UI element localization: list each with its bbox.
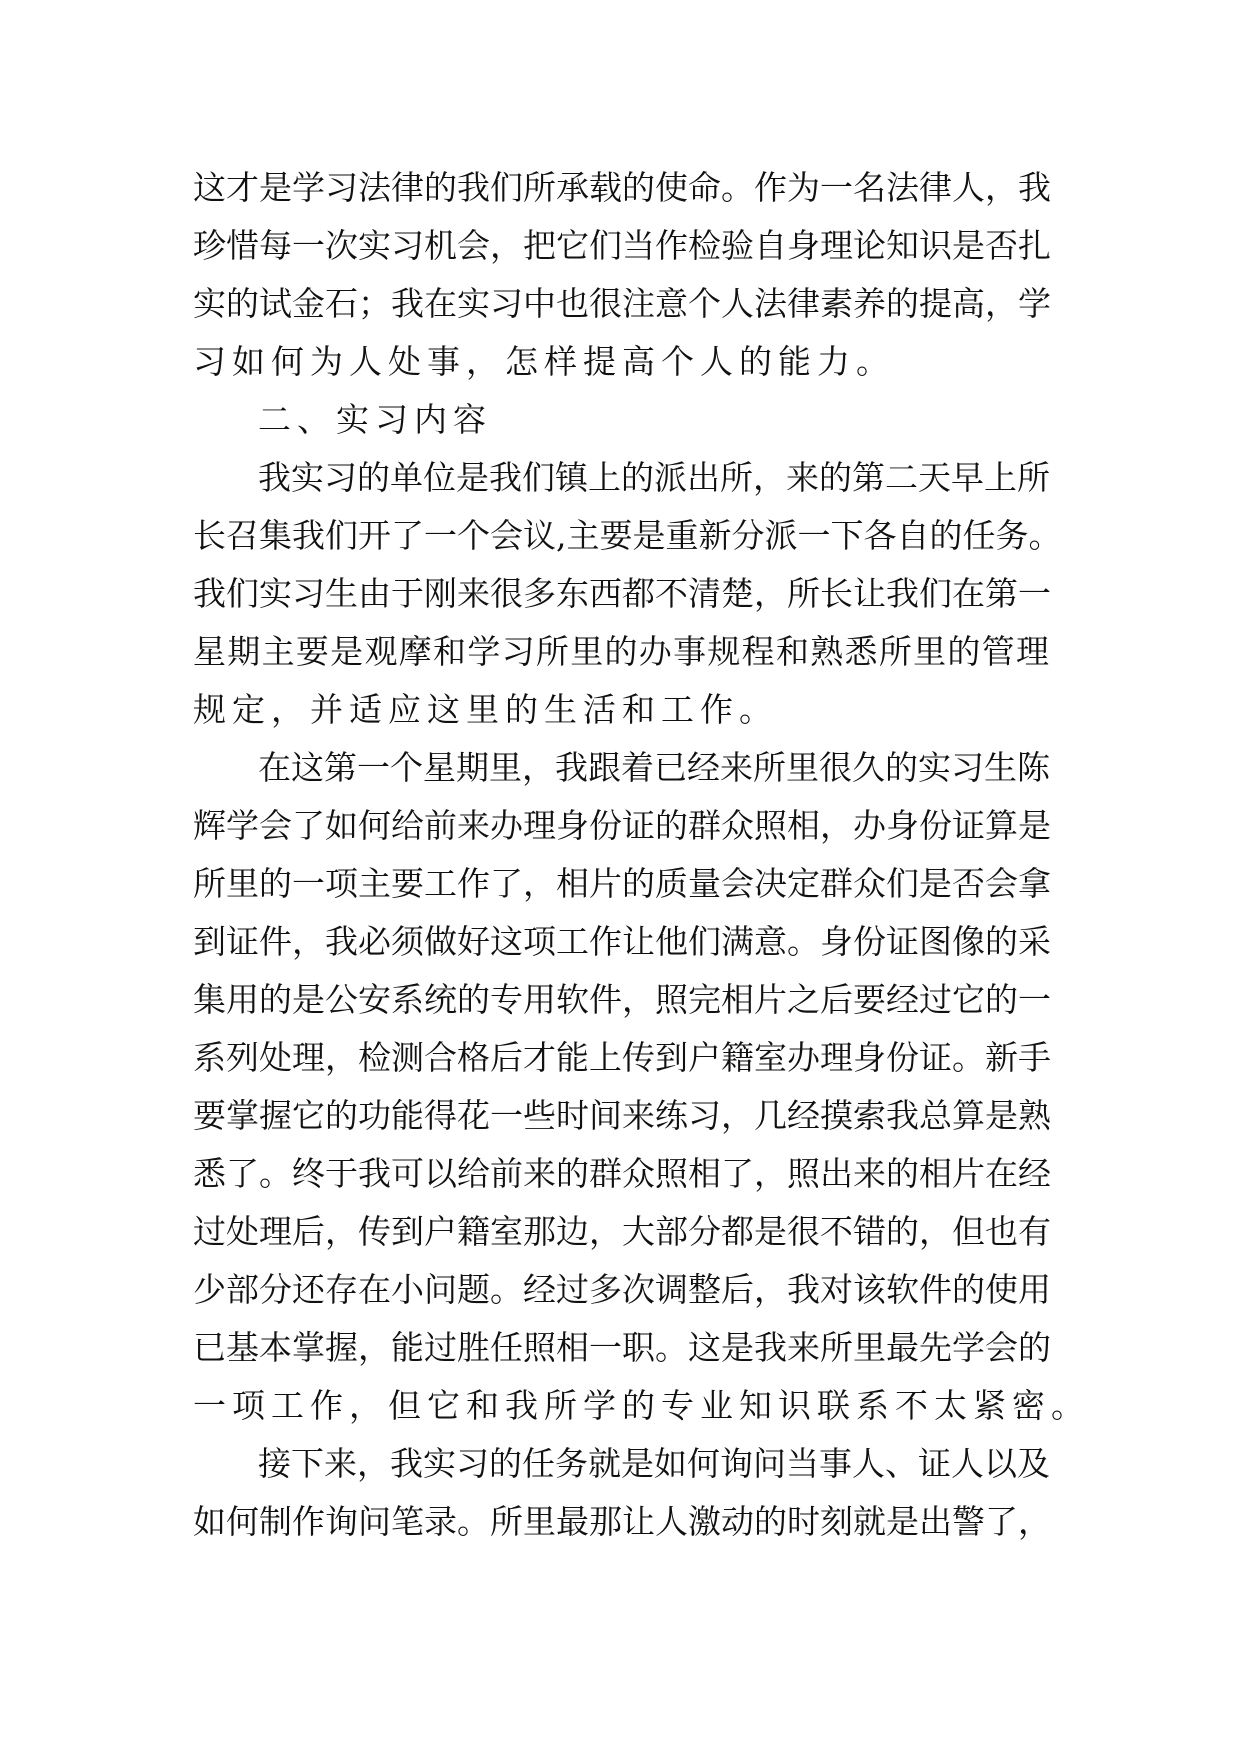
text-line: 星期主要是观摩和学习所里的办事规程和熟悉所里的管理 bbox=[193, 632, 1049, 671]
text-line: 长召集我们开了一个会议,主要是重新分派一下各自的任务。 bbox=[193, 516, 1062, 555]
text-line: 少部分还存在小问题。经过多次调整后，我对该软件的使用 bbox=[193, 1270, 1051, 1309]
text-line: 这才是学习法律的我们所承载的使命。作为一名法律人，我 bbox=[193, 168, 1051, 207]
text-line: 习如何为人处事，怎样提高个人的能力。 bbox=[193, 342, 895, 381]
text-line: 到证件，我必须做好这项工作让他们满意。身份证图像的采 bbox=[193, 922, 1051, 961]
text-line: 在这第一个星期里，我跟着已经来所里很久的实习生陈 bbox=[258, 748, 1050, 787]
text-line: 辉学会了如何给前来办理身份证的群众照相，办身份证算是 bbox=[193, 806, 1051, 845]
text-line: 我们实习生由于刚来很多东西都不清楚，所长让我们在第一 bbox=[193, 574, 1051, 613]
text-line: 悉了。终于我可以给前来的群众照相了，照出来的相片在经 bbox=[193, 1154, 1051, 1193]
section-heading: 二、实习内容 bbox=[258, 400, 492, 439]
text-line: 系列处理，检测合格后才能上传到户籍室办理身份证。新手 bbox=[193, 1038, 1051, 1077]
text-line: 规定，并适应这里的生活和工作。 bbox=[193, 690, 778, 729]
text-line: 珍惜每一次实习机会，把它们当作检验自身理论知识是否扎 bbox=[193, 226, 1051, 265]
text-line: 集用的是公安系统的专用软件，照完相片之后要经过它的一 bbox=[193, 980, 1051, 1019]
text-line: 一项工作，但它和我所学的专业知识联系不太紧密。 bbox=[193, 1386, 1090, 1425]
text-line: 我实习的单位是我们镇上的派出所，来的第二天早上所 bbox=[258, 458, 1050, 497]
text-line: 如何制作询问笔录。所里最那让人激动的时刻就是出警了， bbox=[193, 1502, 1051, 1541]
text-line: 已基本掌握，能过胜任照相一职。这是我来所里最先学会的 bbox=[193, 1328, 1051, 1367]
text-line: 所里的一项主要工作了，相片的质量会决定群众们是否会拿 bbox=[193, 864, 1051, 903]
text-line: 过处理后，传到户籍室那边，大部分都是很不错的，但也有 bbox=[193, 1212, 1051, 1251]
text-line: 实的试金石；我在实习中也很注意个人法律素养的提高，学 bbox=[193, 284, 1051, 323]
text-line: 要掌握它的功能得花一些时间来练习，几经摸索我总算是熟 bbox=[193, 1096, 1051, 1135]
text-line: 接下来，我实习的任务就是如何询问当事人、证人以及 bbox=[258, 1444, 1050, 1483]
